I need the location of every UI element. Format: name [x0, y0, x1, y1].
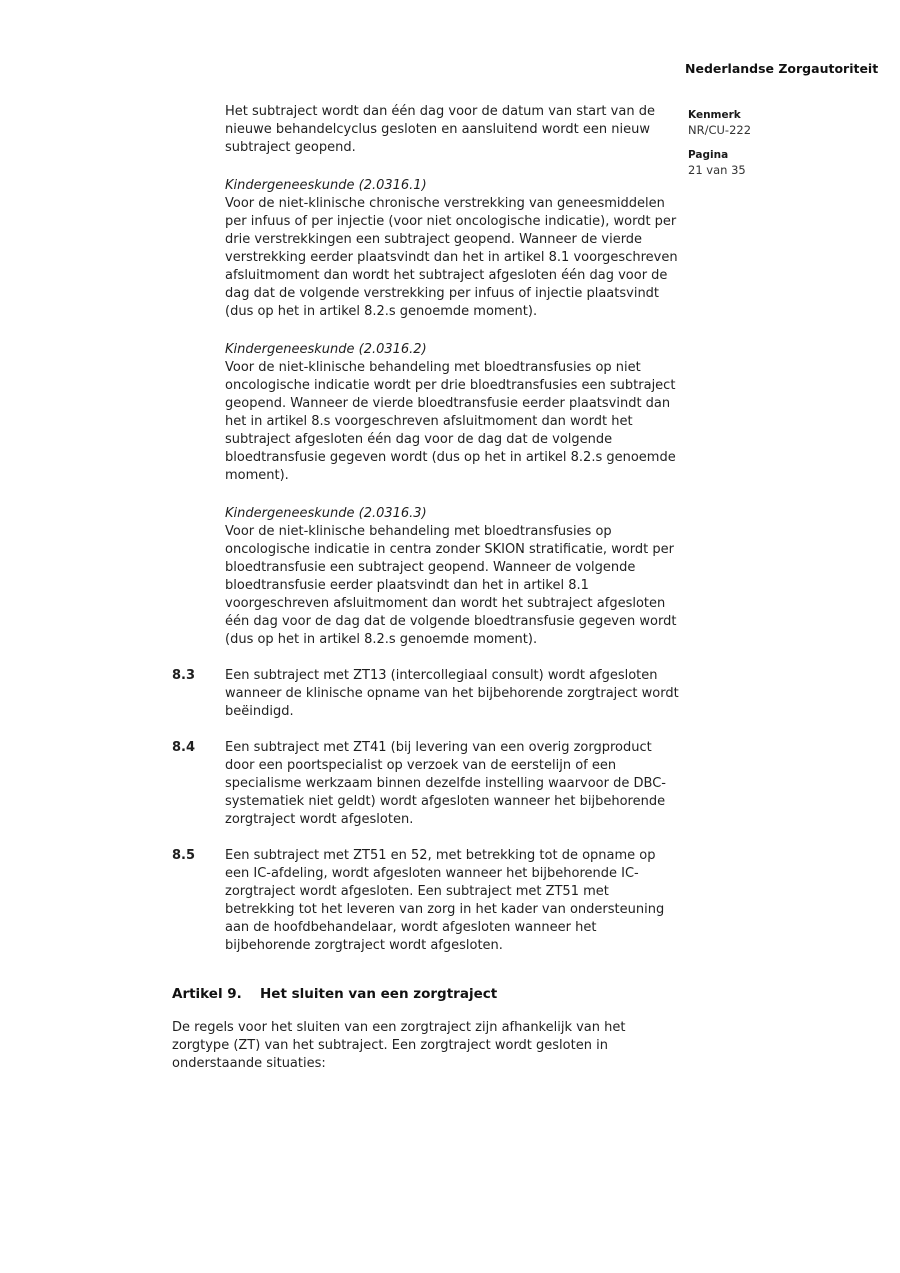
organization-name: Nederlandse Zorgautoriteit — [685, 61, 879, 76]
item-number: 8.3 — [172, 668, 196, 683]
pagina-label: Pagina — [688, 149, 729, 161]
article-title: Het sluiten van een zorgtraject — [260, 986, 498, 1002]
item-text: Een subtraject met ZT41 (bij levering van een overig zorgproduct door een poortspecialist op verzoek van de eerstelijn of een specialisme werkzaam binnen dezelfde instelling waarvoor de DBC-systematiek niet geldt) wordt afgesloten wanneer het bijbehorende zorgtraject wordt afgesloten. — [225, 740, 666, 827]
document-meta — [688, 109, 858, 177]
kenmerk-value: NR/CU-222 — [688, 123, 752, 137]
numbered-item-8-4 — [172, 739, 680, 829]
article-heading — [172, 985, 680, 1003]
document-body — [172, 103, 680, 1073]
item-text: Een subtraject met ZT13 (intercollegiaal consult) wordt afgesloten wanneer de klinische opname van het bijbehorende zorgtraject wordt beëindigd. — [225, 668, 679, 719]
closing-paragraph: De regels voor het sluiten van een zorgtraject zijn afhankelijk van het zorgtype (ZT) van het subtraject. Een zorgtraject wordt gesloten in onderstaande situaties: — [172, 1020, 626, 1071]
kenmerk-label: Kenmerk — [688, 109, 741, 121]
section-paragraph-2-0316-2: Voor de niet-klinische behandeling met bloedtransfusies op niet oncologische indicatie wordt per drie bloedtransfusies een subtraject geopend. Wanneer de vierde bloedtransfusie eerder plaatsvindt dan het in artikel 8.s voorgeschreven afsluitmoment dan wordt het subtraject afgesloten één dag voor de dag dat de volgende bloedtransfusie gegeven wordt (dus op het in artikel 8.2.s genoemde moment). — [225, 360, 676, 483]
section-heading-2-0316-3: Kindergeneeskunde (2.0316.3) — [225, 506, 427, 521]
section-paragraph-2-0316-1: Voor de niet-klinische chronische verstrekking van geneesmiddelen per infuus of per injectie (voor niet oncologische indicatie), wordt per drie verstrekkingen een subtraject geopend. Wanneer de vierde verstrekking eerder plaatsvindt dan het in artikel 8.1 voorgeschreven afsluitmoment dan wordt het subtraject afgesloten één dag voor de dag dat de volgende verstrekking per infuus of injectie plaatsvindt (dus op het in artikel 8.2.s genoemde moment). — [225, 196, 678, 319]
intro-paragraph: Het subtraject wordt dan één dag voor de datum van start van de nieuwe behandelcyclus gesloten en aansluitend wordt een nieuw subtraject geopend. — [225, 104, 655, 155]
item-number: 8.4 — [172, 740, 196, 755]
numbered-item-8-3 — [172, 667, 680, 721]
item-number: 8.5 — [172, 848, 196, 863]
item-text: Een subtraject met ZT51 en 52, met betrekking tot de opname op een IC-afdeling, wordt afgesloten wanneer het bijbehorende IC-zorgtraject wordt afgesloten. Een subtraject met ZT51 met betrekking tot het leveren van zorg in het kader van ondersteuning aan de hoofdbehandelaar, wordt afgesloten wanneer het bijbehorende zorgtraject wordt afgesloten. — [225, 848, 665, 953]
pagina-value: 21 van 35 — [688, 163, 746, 177]
numbered-item-8-5 — [172, 847, 680, 955]
section-heading-2-0316-2: Kindergeneeskunde (2.0316.2) — [225, 342, 427, 357]
article-number: Artikel 9. — [172, 986, 242, 1002]
section-paragraph-2-0316-3: Voor de niet-klinische behandeling met bloedtransfusies op oncologische indicatie in centra zonder SKION stratificatie, wordt per bloedtransfusie een subtraject geopend. Wanneer de volgende bloedtransfusie eerder plaatsvindt dan het in artikel 8.1 voorgeschreven afsluitmoment dan wordt het subtraject afgesloten één dag voor de dag dat de volgende bloedtransfusie gegeven wordt (dus op het in artikel 8.2.s genoemde moment). — [225, 524, 677, 647]
section-heading-2-0316-1: Kindergeneeskunde (2.0316.1) — [225, 178, 427, 193]
